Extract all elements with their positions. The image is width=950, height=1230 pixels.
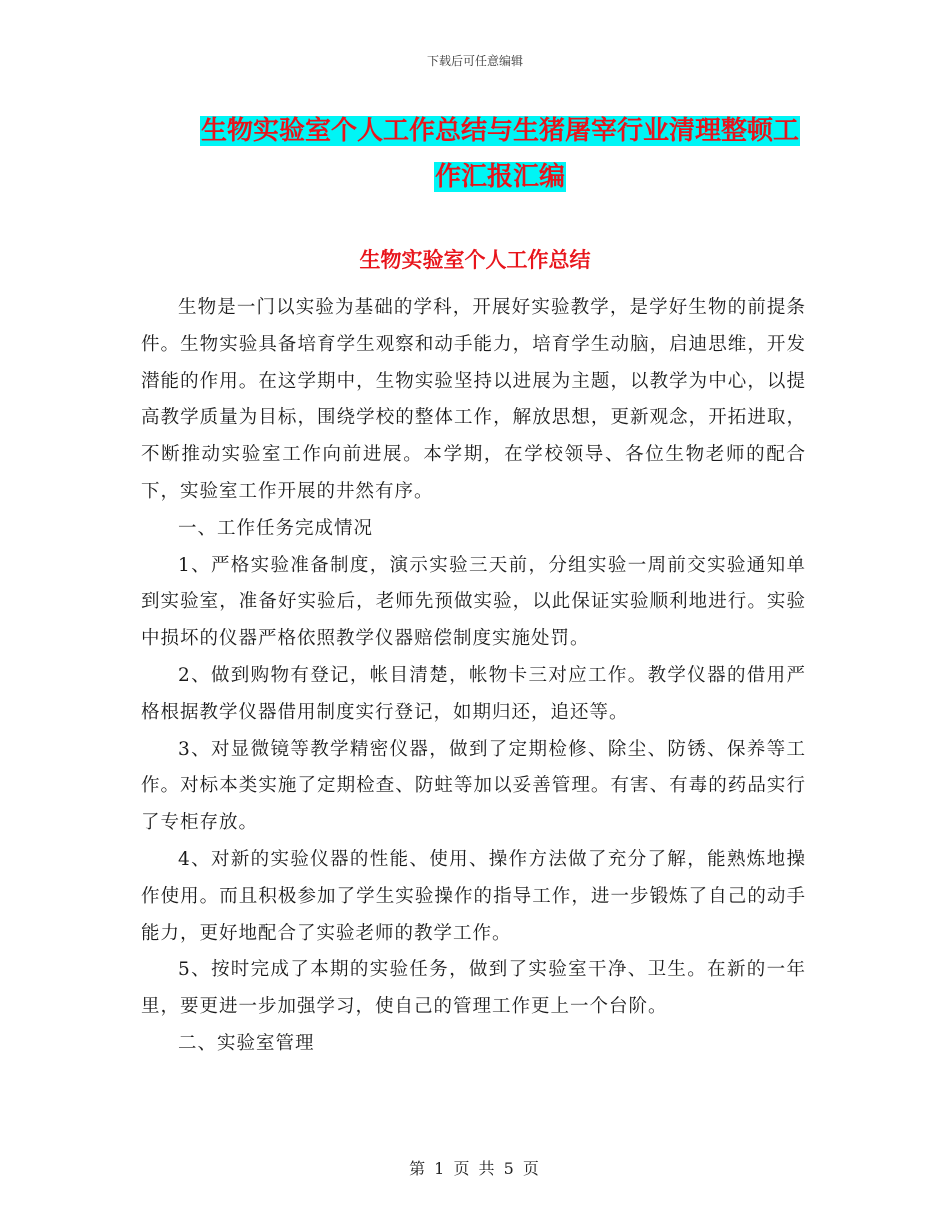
section-title: 生物实验室个人工作总结 bbox=[359, 247, 591, 272]
paragraph: 二、实验室管理 bbox=[178, 1032, 315, 1054]
document-title-line-1: 生物实验室个人工作总结与生猪屠宰行业清理整顿工 bbox=[200, 116, 799, 146]
paragraph: 一、工作任务完成情况 bbox=[178, 517, 374, 539]
header-note: 下载后可任意编辑 bbox=[426, 54, 523, 68]
document-body bbox=[141, 290, 806, 1063]
paragraph: 3、对显微镜等教学精密仪器，做到了定期检修、除尘、防锈、保养等工作。对标本类实施了定期检查、防蛀等加以妥善管理。有害、有毒的药品实行了专柜存放。 bbox=[141, 738, 806, 834]
page-number-footer: 第 1 页 共 5 页 bbox=[409, 1159, 541, 1178]
paragraph: 生物是一门以实验为基础的学科，开展好实验教学，是学好生物的前提条件。生物实验具备培育学生观察和动手能力，培育学生动脑，启迪思维，开发潜能的作用。在这学期中，生物实验坚持以进展为主题，以教学为中心，以提高教学质量为目标，围绕学校的整体工作，解放思想，更新观念，开拓进取，不断推动实验室工作向前进展。本学期，在学校领导、各位生物老师的配合下，实验室工作开展的井然有序。 bbox=[141, 297, 806, 502]
document-title bbox=[190, 108, 810, 200]
document-title-line-2: 作汇报汇编 bbox=[434, 162, 565, 192]
paragraph: 1、严格实验准备制度，演示实验三天前，分组实验一周前交实验通知单到实验室，准备好实验后，老师先预做实验，以此保证实验顺利地进行。实验中损坏的仪器严格依照教学仪器赔偿制度实施处罚。 bbox=[141, 554, 806, 650]
paragraph: 2、做到购物有登记，帐目清楚，帐物卡三对应工作。教学仪器的借用严格根据教学仪器借用制度实行登记，如期归还，追还等。 bbox=[141, 664, 806, 723]
paragraph: 4、对新的实验仪器的性能、使用、操作方法做了充分了解，能熟炼地操作使用。而且积极参加了学生实验操作的指导工作，进一步锻炼了自己的动手能力，更好地配合了实验老师的教学工作。 bbox=[141, 848, 806, 944]
paragraph: 5、按时完成了本期的实验任务，做到了实验室干净、卫生。在新的一年里，要更进一步加强学习，使自己的管理工作更上一个台阶。 bbox=[141, 959, 806, 1018]
